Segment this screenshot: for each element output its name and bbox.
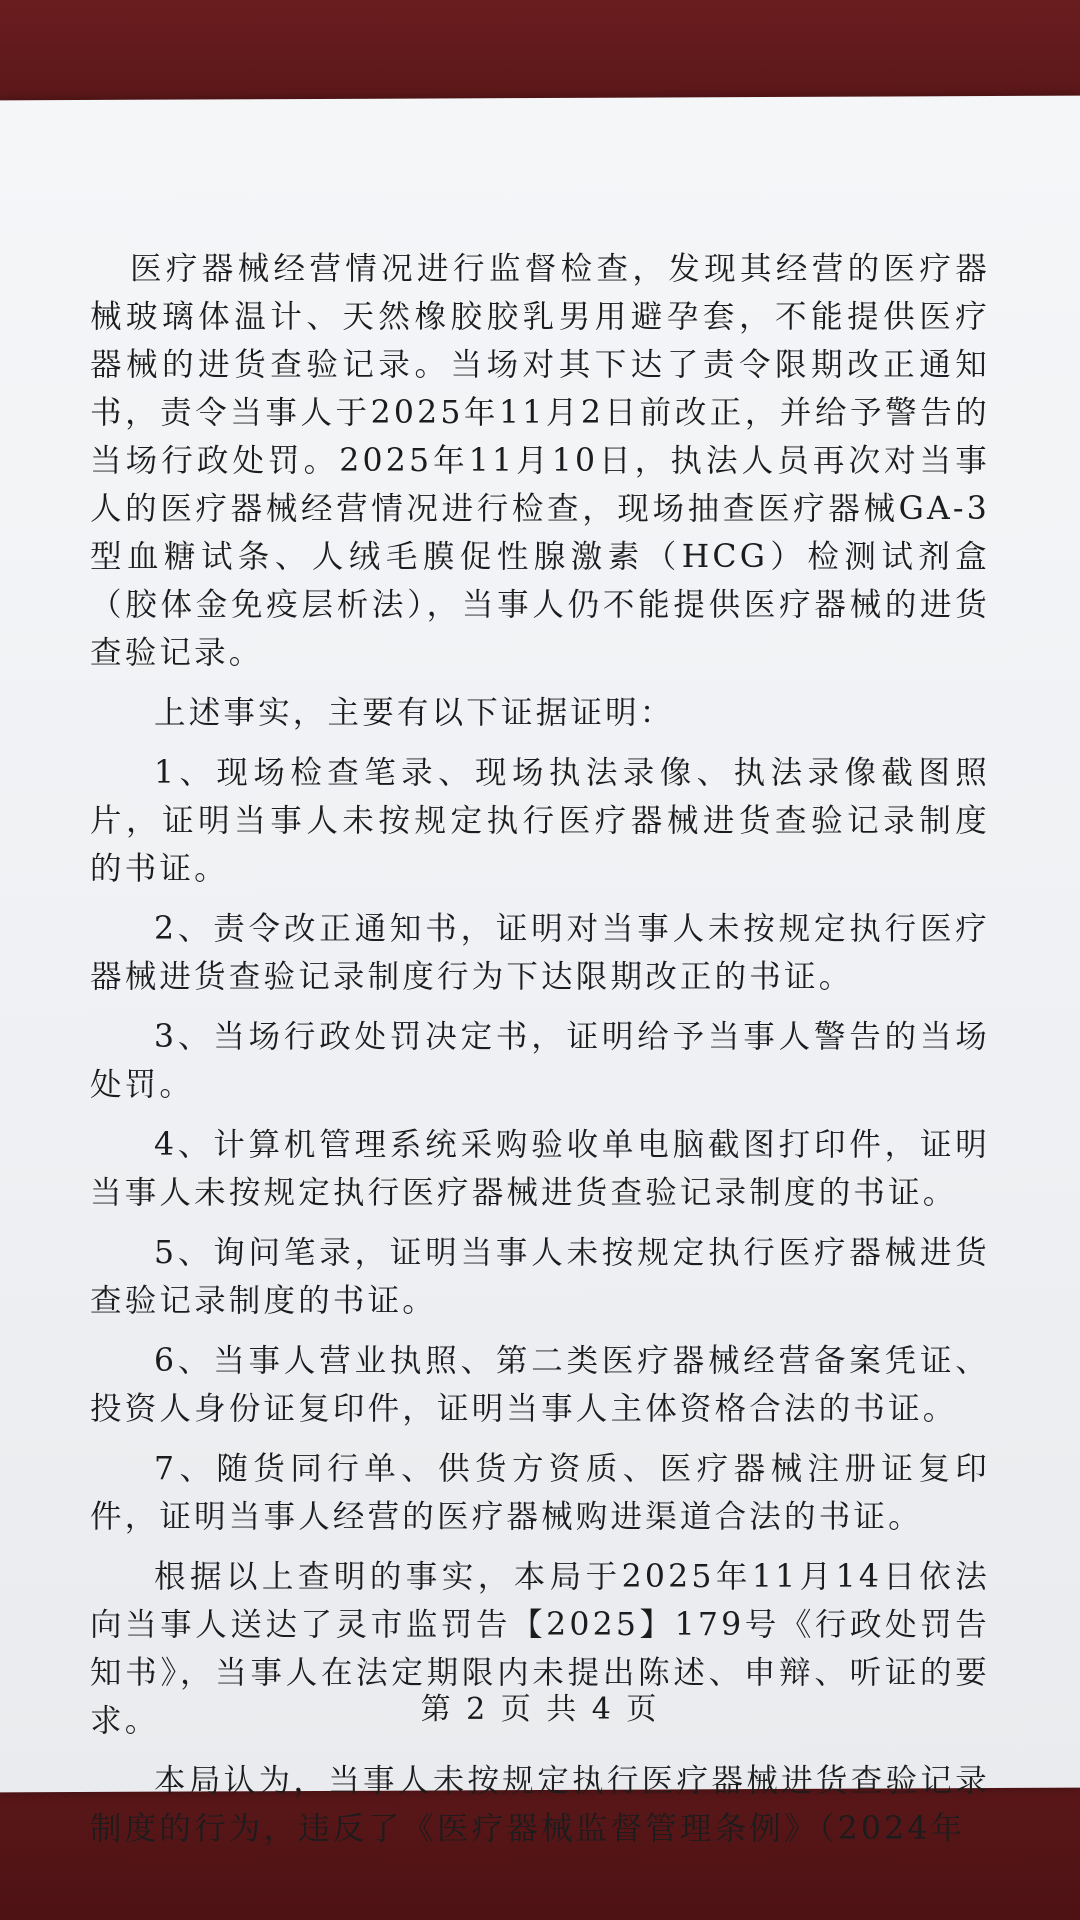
paragraph-evidence-5: 5、询问笔录，证明当事人未按规定执行医疗器械进货查验记录制度的书证。 — [90, 1235, 990, 1319]
paragraph-conclusion: 本局认为，当事人未按规定执行医疗器械进货查验记录制度的行为，违反了《医疗器械监督管理条例》（2024年 — [90, 1763, 990, 1847]
paragraph-inspection: 医疗器械经营情况进行监督检查，发现其经营的医疗器械玻璃体温计、天然橡胶胶乳男用避孕套，不能提供医疗器械的进货查验记录。当场对其下达了责令限期改正通知书，责令当事人于2025年11月2日前改正，并给予警告的当场行政处罚。2025年11月10日，执法人员再次对当事人的医疗器械经营情况进行检查，现场抽查医疗器械GA-3型血糖试条、人绒毛膜促性腺激素（HCG）检测试剂盒（胶体金免疫层析法），当事人仍不能提供医疗器械的进货查验记录。 — [90, 251, 990, 671]
document-body — [90, 245, 990, 1865]
paragraph-evidence-1: 1、现场检查笔录、现场执法录像、执法录像截图照片，证明当事人未按规定执行医疗器械进货查验记录制度的书证。 — [90, 755, 990, 887]
paragraph-evidence-intro: 上述事实，主要有以下证据证明： — [154, 695, 675, 731]
paragraph-evidence-3: 3、当场行政处罚决定书，证明给予当事人警告的当场处罚。 — [90, 1019, 990, 1103]
paragraph-notice: 根据以上查明的事实，本局于2025年11月14日依法向当事人送达了灵市监罚告【2025】179号《行政处罚告知书》，当事人在法定期限内未提出陈述、申辩、听证的要求。 — [90, 1559, 990, 1739]
backdrop-top — [0, 0, 1080, 110]
paragraph-evidence-2: 2、责令改正通知书，证明对当事人未按规定执行医疗器械进货查验记录制度行为下达限期改正的书证。 — [90, 911, 990, 995]
paragraph-evidence-7: 7、随货同行单、供货方资质、医疗器械注册证复印件，证明当事人经营的医疗器械购进渠道合法的书证。 — [90, 1451, 990, 1535]
paragraph-evidence-4: 4、计算机管理系统采购验收单电脑截图打印件，证明当事人未按规定执行医疗器械进货查验记录制度的书证。 — [90, 1127, 990, 1211]
page-number-footer: 第 2 页 共 4 页 — [420, 1692, 660, 1727]
paragraph-evidence-6: 6、当事人营业执照、第二类医疗器械经营备案凭证、投资人身份证复印件，证明当事人主体资格合法的书证。 — [90, 1343, 990, 1427]
